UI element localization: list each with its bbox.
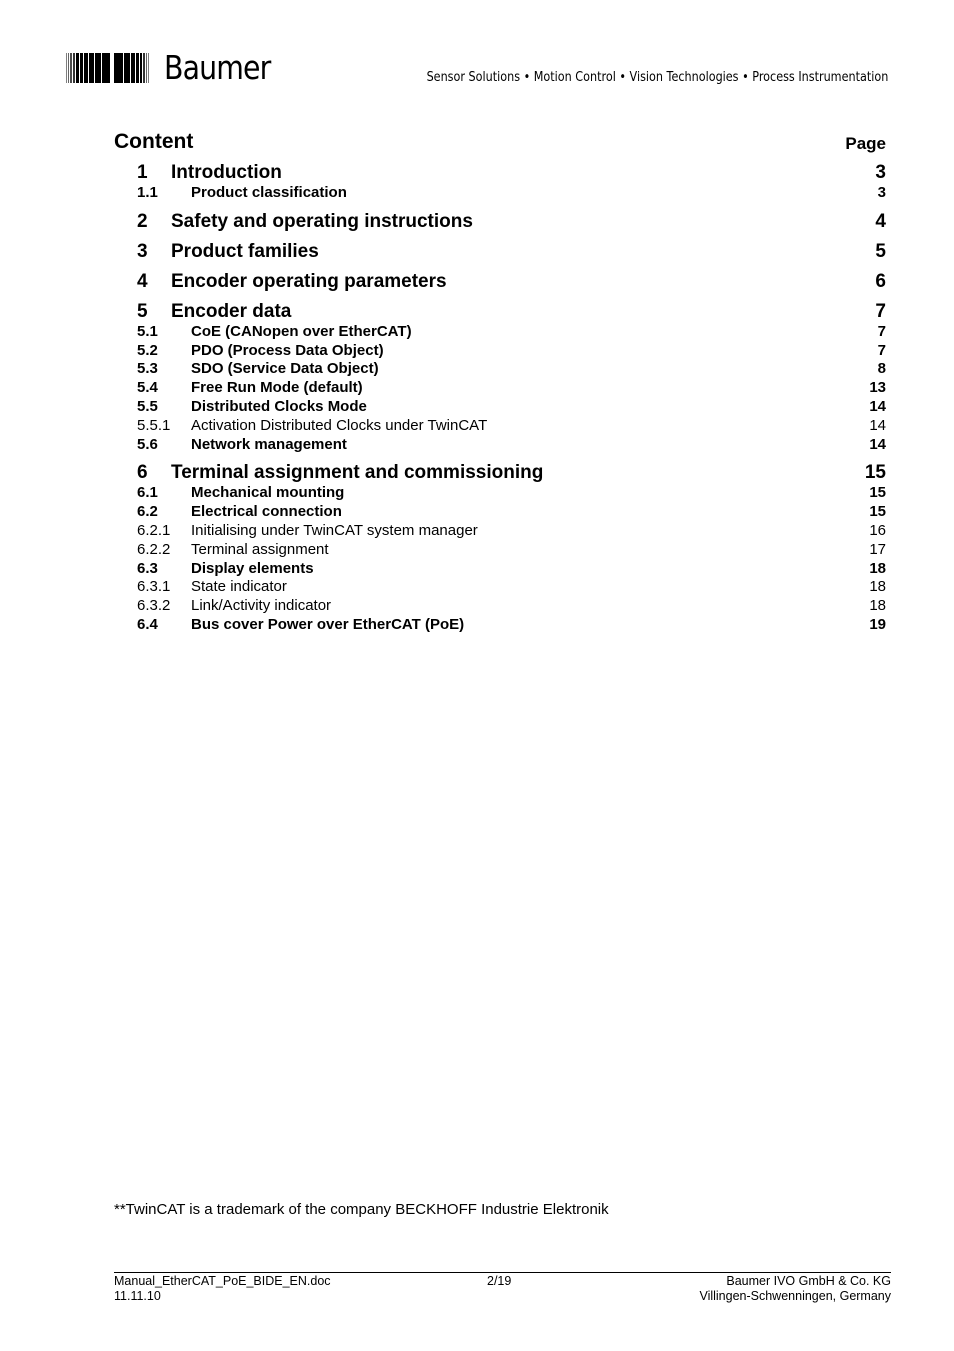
toc-entry[interactable] xyxy=(137,241,886,263)
toc-entry-page: 16 xyxy=(869,521,886,539)
toc-entry-page: 15 xyxy=(864,462,886,484)
toc-entry-number: 6.2.1 xyxy=(137,521,171,539)
toc-entry-title: Mechanical mounting xyxy=(191,484,345,502)
toc-entry[interactable] xyxy=(137,616,886,635)
toc-entry-title: SDO (Service Data Object) xyxy=(191,360,379,378)
toc-entry-title: Activation Distributed Clocks under TwinCAT xyxy=(191,416,488,434)
toc-entry-page: 4 xyxy=(875,210,886,232)
toc-entry[interactable] xyxy=(137,271,886,293)
toc-entry-title: Safety and operating instructions xyxy=(171,210,473,232)
toc-entry-number: 5.5 xyxy=(137,397,158,415)
toc-entry-number: 3 xyxy=(137,240,148,262)
toc-entry-title: State indicator xyxy=(191,578,287,596)
toc-entry-title: Free Run Mode (default) xyxy=(191,379,363,397)
toc-entry[interactable] xyxy=(137,503,886,522)
toc-entry-title: Product families xyxy=(171,240,319,262)
toc-entry[interactable] xyxy=(137,323,886,342)
toc-entry-title: Display elements xyxy=(191,559,314,577)
toc-entry-number: 1 xyxy=(137,162,148,183)
toc-entry-number: 6.2.2 xyxy=(137,540,171,558)
logo-text: Baumer xyxy=(164,48,271,87)
toc-entry[interactable] xyxy=(137,597,886,616)
toc-entry-number: 5 xyxy=(137,300,148,322)
toc-entry-page: 18 xyxy=(869,559,886,577)
toc-entry-number: 6 xyxy=(137,462,148,484)
toc-entry-number: 5.6 xyxy=(137,435,158,453)
toc-entry-page: 14 xyxy=(869,397,886,415)
toc-entry-number: 6.3 xyxy=(137,559,158,577)
toc-entry-number: 6.4 xyxy=(137,615,158,633)
toc-entry-number: 6.2 xyxy=(137,503,158,521)
toc-entry-page: 8 xyxy=(877,360,886,378)
toc-entry-page: 15 xyxy=(869,503,886,521)
toc-entry[interactable] xyxy=(137,417,886,436)
toc-entry-page: 18 xyxy=(869,597,886,615)
toc-entry-title: Terminal assignment and commissioning xyxy=(171,462,544,484)
table-of-contents xyxy=(137,162,886,635)
toc-entry[interactable] xyxy=(137,301,886,323)
toc-entry[interactable] xyxy=(137,462,886,484)
toc-entry-title: Distributed Clocks Mode xyxy=(191,397,367,415)
toc-entry-number: 6.3.1 xyxy=(137,578,171,596)
toc-entry-page: 14 xyxy=(869,416,886,434)
toc-entry-number: 5.5.1 xyxy=(137,416,171,434)
toc-entry-page: 15 xyxy=(869,484,886,502)
toc-entry-title: Introduction xyxy=(171,162,282,183)
toc-entry-title: Initialising under TwinCAT system manager xyxy=(191,521,478,539)
toc-entry-number: 5.1 xyxy=(137,322,158,340)
footer-filename: Manual_EtherCAT_PoE_BIDE_EN.doc xyxy=(114,1274,331,1288)
toc-entry-number: 5.4 xyxy=(137,379,158,397)
footer-divider xyxy=(114,1272,891,1273)
toc-entry-title: Link/Activity indicator xyxy=(191,597,332,615)
toc-entry[interactable] xyxy=(137,211,886,233)
toc-entry[interactable] xyxy=(137,578,886,597)
toc-entry[interactable] xyxy=(137,541,886,560)
toc-entry-number: 1.1 xyxy=(137,184,158,201)
toc-entry[interactable] xyxy=(137,342,886,361)
toc-entry-page: 13 xyxy=(869,379,886,397)
toc-page-label: Page xyxy=(845,134,886,153)
footer-company: Baumer IVO GmbH & Co. KG xyxy=(726,1274,891,1288)
toc-entry-title: PDO (Process Data Object) xyxy=(191,341,384,359)
toc-entry-title: Encoder data xyxy=(171,300,292,322)
toc-entry-title: Encoder operating parameters xyxy=(171,270,447,292)
toc-entry-page: 6 xyxy=(875,270,886,292)
toc-heading xyxy=(114,130,886,156)
footer-right xyxy=(699,1274,891,1304)
toc-entry[interactable] xyxy=(137,398,886,417)
toc-entry[interactable] xyxy=(137,484,886,503)
toc-entry[interactable] xyxy=(137,379,886,398)
toc-entry-page: 5 xyxy=(875,240,886,262)
toc-entry-page: 18 xyxy=(869,578,886,596)
toc-entry[interactable] xyxy=(137,436,886,455)
footer-left xyxy=(114,1274,331,1304)
toc-entry-title: CoE (CANopen over EtherCAT) xyxy=(191,322,412,340)
footer-date: 11.11.10 xyxy=(114,1289,161,1303)
toc-entry-page: 17 xyxy=(869,540,886,558)
toc-entry-page: 7 xyxy=(877,322,886,340)
footer-location: Villingen-Schwenningen, Germany xyxy=(699,1289,891,1303)
toc-entry-page: 3 xyxy=(877,184,886,201)
toc-title: Content xyxy=(114,130,194,153)
toc-entry-number: 5.2 xyxy=(137,341,158,359)
toc-entry[interactable] xyxy=(137,360,886,379)
toc-entry-number: 6.1 xyxy=(137,484,158,502)
footer-page-number: 2/19 xyxy=(487,1274,512,1288)
toc-entry-number: 2 xyxy=(137,210,148,232)
toc-entry[interactable] xyxy=(137,184,886,203)
toc-entry-page: 14 xyxy=(869,435,886,453)
toc-entry-page: 3 xyxy=(875,162,886,183)
toc-entry-number: 4 xyxy=(137,270,148,292)
toc-entry-title: Terminal assignment xyxy=(191,540,329,558)
toc-entry[interactable] xyxy=(137,560,886,579)
toc-entry-number: 6.3.2 xyxy=(137,597,171,615)
toc-entry[interactable] xyxy=(137,522,886,541)
toc-entry-title: Network management xyxy=(191,435,347,453)
toc-entry-title: Electrical connection xyxy=(191,503,342,521)
toc-entry[interactable] xyxy=(137,162,886,184)
toc-entry-title: Product classification xyxy=(191,184,347,201)
toc-entry-title: Bus cover Power over EtherCAT (PoE) xyxy=(191,615,465,633)
trademark-note: **TwinCAT is a trademark of the company BECKHOFF Industrie Elektronik xyxy=(114,1201,609,1218)
toc-entry-page: 19 xyxy=(869,615,886,633)
toc-entry-page: 7 xyxy=(877,341,886,359)
header-tagline: Sensor Solutions • Motion Control • Vision Technologies • Process Instrumentation xyxy=(426,69,888,85)
baumer-logo xyxy=(66,48,288,87)
baumer-logo-mark-icon xyxy=(66,53,150,83)
toc-entry-number: 5.3 xyxy=(137,360,158,378)
toc-entry-page: 7 xyxy=(875,300,886,322)
